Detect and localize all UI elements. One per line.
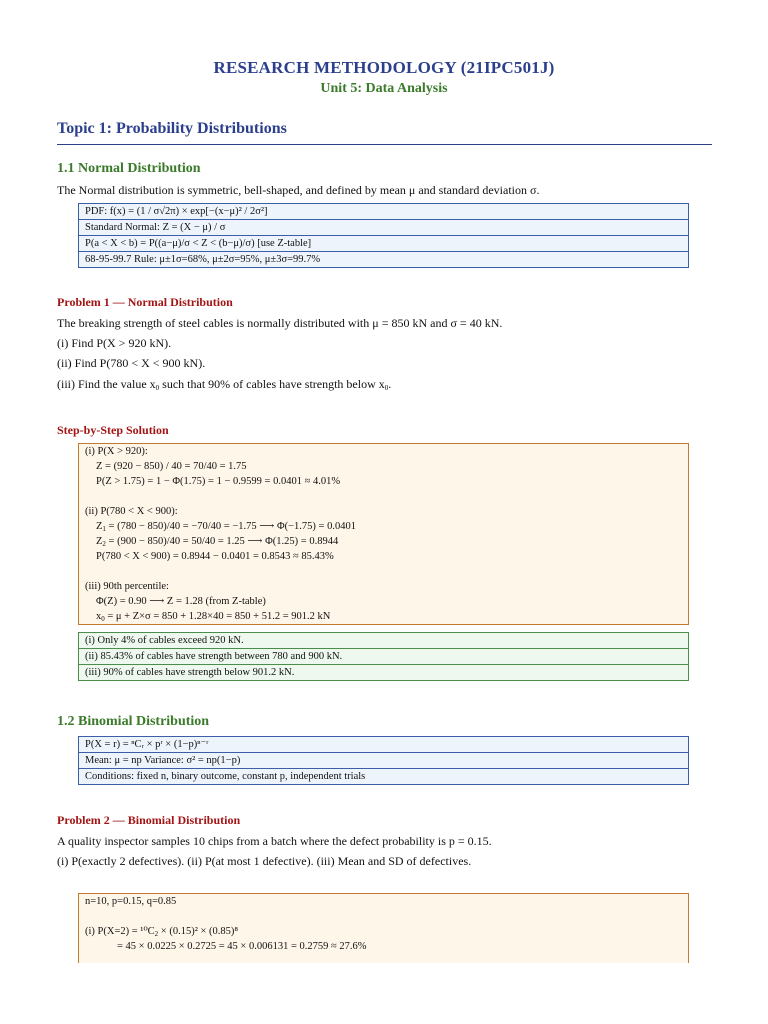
q3-text-c: . xyxy=(388,377,392,391)
problem1-question-3 xyxy=(57,377,391,392)
normal-formula-box xyxy=(78,203,689,268)
formula-interval-probability: P(a < X < b) = P((a−μ)/σ < Z < (b−μ)/σ) [use Z-table] xyxy=(79,235,688,251)
section-heading-normal: 1.1 Normal Distribution xyxy=(57,161,201,176)
problem2-solution-box xyxy=(78,893,689,963)
formula-empirical-rule: 68-95-99.7 Rule: μ±1σ=68%, μ±2σ=95%, μ±3σ=99.7% xyxy=(79,251,688,267)
solution-spacer xyxy=(79,564,688,579)
document-subtitle: Unit 5: Data Analysis xyxy=(320,81,448,96)
binomial-formula-box xyxy=(78,736,689,785)
x0-text: = μ + Z×σ = 850 + 1.28×40 = 850 + 51.2 = 901.2 kN xyxy=(104,611,331,622)
solution-part1-title: (i) P(X > 920): xyxy=(85,446,148,457)
problem2-part1-calc: = 45 × 0.0225 × 0.2725 = 45 × 0.006131 = 0.2759 ≈ 27.6% xyxy=(117,941,367,952)
q3-subscript-b: 0 xyxy=(384,384,389,392)
problem2-given: n=10, p=0.15, q=0.85 xyxy=(85,896,177,907)
x0-label: x xyxy=(96,611,102,622)
solution-part3-z: Φ(Z) = 0.90 ⟶ Z = 1.28 (from Z-table) xyxy=(96,596,266,607)
solution-part1-prob: P(Z > 1.75) = 1 − Φ(1.75) = 1 − 0.9599 = 0.0401 ≈ 4.01% xyxy=(96,476,341,487)
problem2-part1 xyxy=(79,924,688,939)
q3-subscript-a: 0 xyxy=(155,384,160,392)
problem1-heading: Problem 1 — Normal Distribution xyxy=(57,295,233,309)
problem1-answer-box xyxy=(78,632,689,681)
formula-standard-normal: Standard Normal: Z = (X − μ) / σ xyxy=(79,219,688,235)
problem1-solution-box xyxy=(78,443,689,625)
solution-part1-z: Z = (920 − 850) / 40 = 70/40 = 1.75 xyxy=(96,461,247,472)
q3-text-b: such that 90% of cables have strength below x xyxy=(159,377,385,391)
problem1-statement: The breaking strength of steel cables is normally distributed with μ = 850 kN and σ = 40 kN. xyxy=(57,316,503,330)
solution-part2-title: (ii) P(780 < X < 900): xyxy=(85,506,178,517)
solution-heading: Step-by-Step Solution xyxy=(57,423,169,437)
solution-spacer xyxy=(79,909,688,924)
answer-2: (ii) 85.43% of cables have strength between 780 and 900 kN. xyxy=(79,648,688,664)
solution-part3-title: (iii) 90th percentile: xyxy=(85,581,169,592)
formula-binomial-pmf: P(X = r) = ⁿCᵣ × pʳ × (1−p)ⁿ⁻ʳ xyxy=(85,739,209,750)
normal-intro: The Normal distribution is symmetric, bell-shaped, and defined by mean μ and standard deviation σ. xyxy=(57,183,540,197)
solution-part2-prob: P(780 < X < 900) = 0.8944 − 0.0401 = 0.8543 ≈ 85.43% xyxy=(96,551,334,562)
section-heading-binomial: 1.2 Binomial Distribution xyxy=(57,714,210,729)
solution-part2-z2 xyxy=(79,534,688,549)
z1-subscript: 1 xyxy=(102,525,106,533)
solution-part3-x0 xyxy=(79,609,688,624)
problem2-questions: (i) P(exactly 2 defectives). (ii) P(at most 1 defective). (iii) Mean and SD of defectives. xyxy=(57,854,472,868)
problem2-statement: A quality inspector samples 10 chips from a batch where the defect probability is p = 0.15. xyxy=(57,834,492,848)
z1-text: = (780 − 850)/40 = −70/40 = −1.75 ⟶ Φ(−1.75) = 0.0401 xyxy=(105,521,356,532)
answer-3: (iii) 90% of cables have strength below 901.2 kN. xyxy=(79,664,688,680)
p2-text-b: × (0.15)² × (0.85)⁸ xyxy=(158,926,239,937)
problem2-heading: Problem 2 — Binomial Distribution xyxy=(57,813,241,827)
formula-binomial-conditions: Conditions: fixed n, binary outcome, constant p, independent trials xyxy=(79,768,688,784)
q3-text-a: (iii) Find the value x xyxy=(57,377,156,391)
z2-text: = (900 − 850)/40 = 50/40 = 1.25 ⟶ Φ(1.25) = 0.8944 xyxy=(105,536,339,547)
document-title: RESEARCH METHODOLOGY (21IPC501J) xyxy=(213,58,555,77)
problem1-question-2: (ii) Find P(780 < X < 900 kN). xyxy=(57,356,206,370)
formula-binomial-moments: Mean: μ = np Variance: σ² = np(1−p) xyxy=(79,752,688,768)
p2-subscript: 2 xyxy=(154,930,159,938)
answer-1: (i) Only 4% of cables exceed 920 kN. xyxy=(85,635,244,646)
z1-label: Z xyxy=(96,521,103,532)
solution-part2-z1 xyxy=(79,519,688,534)
z2-subscript: 2 xyxy=(102,540,106,548)
solution-spacer xyxy=(79,489,688,504)
topic-heading: Topic 1: Probability Distributions xyxy=(57,120,287,137)
formula-pdf: PDF: f(x) = (1 / σ√2π) × exp[−(x−μ)² / 2σ²] xyxy=(85,206,268,217)
p2-text-a: (i) P(X=2) = ¹⁰C xyxy=(85,926,155,937)
x0-subscript: 0 xyxy=(101,615,105,623)
z2-label: Z xyxy=(96,536,103,547)
problem1-question-1: (i) Find P(X > 920 kN). xyxy=(57,336,172,350)
topic-divider xyxy=(57,144,712,145)
